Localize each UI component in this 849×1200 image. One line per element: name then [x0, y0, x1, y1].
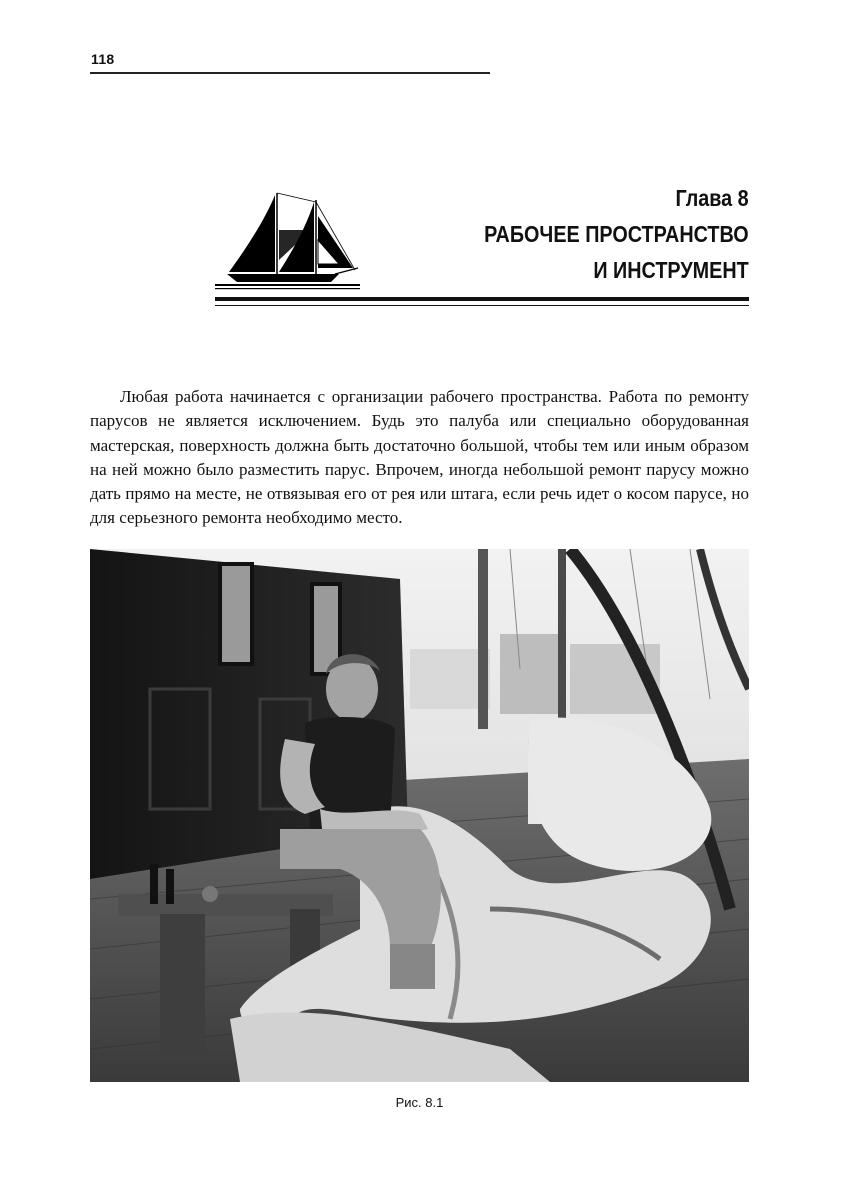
- figure-photo: [90, 549, 749, 1082]
- body-paragraph: Любая работа начинается с организации рабочего пространства. Работа по ремонту парусов не является исключением. Будь это палуба или специально оборудованная мастерская, поверхность должна быть достаточно большой, чтобы тем или иным образом на ней можно было разместить парус. Впрочем, иногда небольшой ремонт парусу можно дать прямо на месте, не отвязывая его от рея или штага, если речь идет о косом парусе, но для серьезного ремонта необходимо место.: [90, 387, 749, 528]
- page-number: 118: [91, 51, 115, 67]
- chapter-rule-thick: [215, 297, 749, 301]
- schooner-icon: [215, 190, 360, 290]
- header-rule: [90, 72, 490, 74]
- figure-caption: Рис. 8.1: [395, 1095, 444, 1110]
- body-text: [90, 385, 749, 531]
- chapter-title-line2: И ИНСТРУМЕНТ: [593, 257, 749, 283]
- sailmaker-photo: [90, 549, 749, 1082]
- chapter-rule-thin: [215, 305, 749, 306]
- chapter-title-line1: РАБОЧЕЕ ПРОСТРАНСТВО: [484, 221, 749, 247]
- chapter-heading: [484, 180, 749, 288]
- chapter-label: Глава 8: [675, 185, 749, 211]
